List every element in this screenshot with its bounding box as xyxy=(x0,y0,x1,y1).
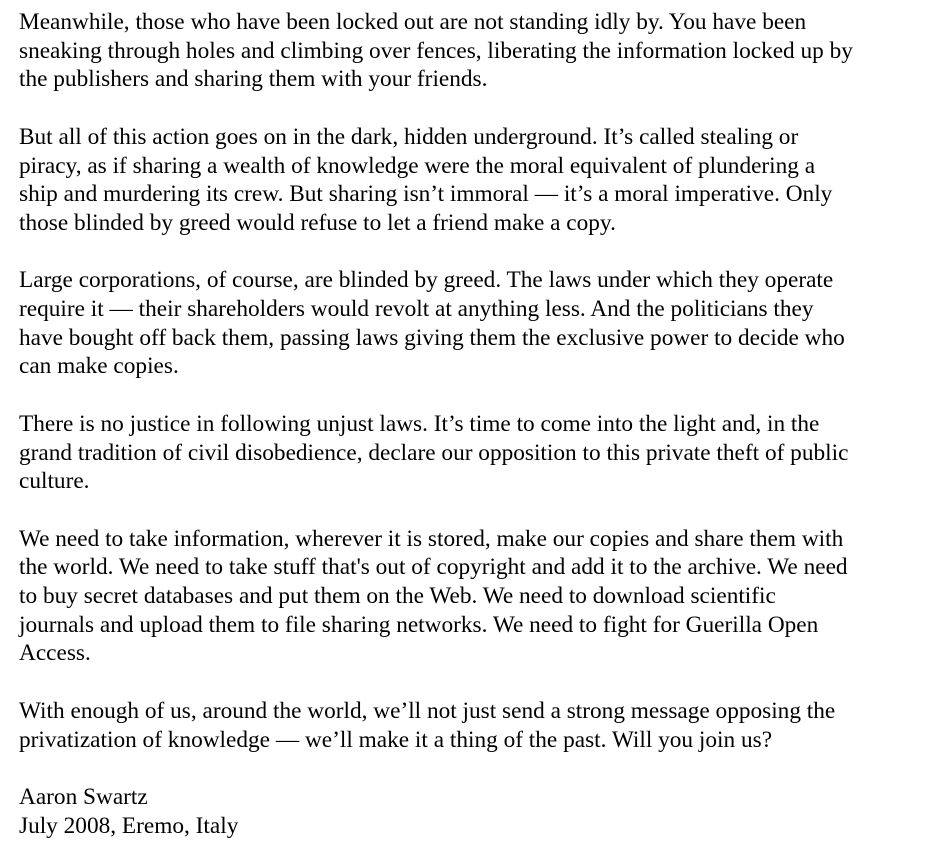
text-line: We need to take information, wherever it is stored, make our copies and share them with xyxy=(19,525,844,552)
text-line: sneaking through holes and climbing over fences, liberating the information locked up by xyxy=(19,37,853,64)
text-line: With enough of us, around the world, we’ll not just send a strong message opposing the xyxy=(19,697,836,724)
author-name: Aaron Swartz xyxy=(19,783,148,810)
text-line: the world. We need to take stuff that's out of copyright and add it to the archive. We need xyxy=(19,554,848,581)
date-place: July 2008, Eremo, Italy xyxy=(19,812,239,839)
text-line: have bought off back them, passing laws giving them the exclusive power to decide who xyxy=(19,324,845,351)
paragraph-3 xyxy=(19,266,924,381)
text-line: the publishers and sharing them with your friends. xyxy=(19,66,488,93)
text-line: Large corporations, of course, are blinded by greed. The laws under which they operate xyxy=(19,267,834,294)
text-line: piracy, as if sharing a wealth of knowledge were the moral equivalent of plundering a xyxy=(19,152,816,179)
text-line: those blinded by greed would refuse to let a friend make a copy. xyxy=(19,209,616,236)
paragraph-6 xyxy=(19,697,924,754)
text-line: But all of this action goes on in the dark, hidden underground. It’s called stealing or xyxy=(19,123,799,150)
text-line: grand tradition of civil disobedience, declare our opposition to this private theft of public xyxy=(19,439,849,466)
paragraph-1 xyxy=(19,8,924,94)
paragraph-4 xyxy=(19,410,924,496)
text-line: culture. xyxy=(19,468,90,495)
signature-block xyxy=(19,783,924,840)
text-line: Meanwhile, those who have been locked out are not standing idly by. You have been xyxy=(19,9,807,35)
document-page xyxy=(19,8,924,840)
text-line: There is no justice in following unjust laws. It’s time to come into the light and, in the xyxy=(19,410,820,437)
text-line: Access. xyxy=(19,640,91,667)
paragraph-2 xyxy=(19,123,924,238)
text-line: ship and murdering its crew. But sharing isn’t immoral — it’s a moral imperative. Only xyxy=(19,181,833,208)
text-line: require it — their shareholders would revolt at anything less. And the politicians they xyxy=(19,296,814,322)
text-line: to buy secret databases and put them on the Web. We need to download scientific xyxy=(19,583,776,609)
paragraph-5 xyxy=(19,525,924,669)
text-line: journals and upload them to file sharing networks. We need to fight for Guerilla Open xyxy=(19,611,819,638)
text-line: can make copies. xyxy=(19,353,179,380)
text-line: privatization of knowledge — we’ll make it a thing of the past. Will you join us? xyxy=(19,726,773,753)
